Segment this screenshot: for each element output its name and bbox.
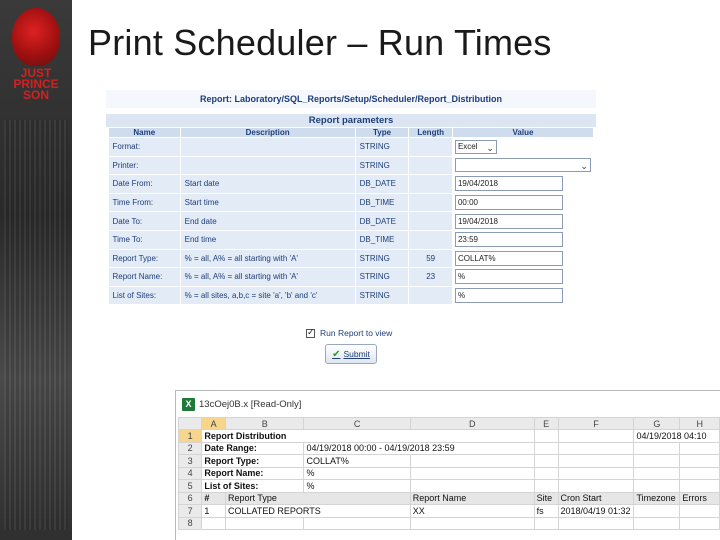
report-name-label-cell[interactable]: Report Name: [202, 467, 304, 480]
td-index[interactable]: 1 [202, 505, 226, 518]
td-cron-start[interactable]: 2018/04/19 01:32 [558, 505, 634, 518]
row-header-3[interactable]: 3 [179, 455, 202, 468]
date-range-value-cell[interactable]: 04/19/2018 00:00 - 04/19/2018 23:59 [304, 442, 534, 455]
param-value-cell [452, 249, 593, 268]
cell[interactable] [558, 467, 634, 480]
param-length [409, 286, 453, 305]
td-site[interactable]: fs [534, 505, 558, 518]
th-site[interactable]: Site [534, 492, 558, 505]
sheet-row [179, 480, 720, 493]
param-length [409, 175, 453, 194]
th-report-type[interactable]: Report Type [226, 492, 411, 505]
run-report-option[interactable] [306, 328, 392, 338]
param-value: % [457, 291, 466, 301]
cell[interactable] [410, 455, 534, 468]
params-table [108, 127, 594, 305]
param-value-cell [452, 286, 593, 305]
param-description: End date [180, 212, 355, 231]
param-input[interactable] [455, 288, 563, 303]
th-cron-start[interactable]: Cron Start [558, 492, 634, 505]
col-header-description: Description [180, 128, 355, 138]
cell[interactable] [304, 517, 410, 530]
sheet-row [179, 467, 720, 480]
row-header-4[interactable]: 4 [179, 467, 202, 480]
col-header-h[interactable]: H [680, 418, 720, 430]
cell[interactable] [680, 480, 720, 493]
row-header-8[interactable]: 8 [179, 517, 202, 530]
param-input[interactable] [455, 251, 563, 266]
param-name: Date From: [109, 175, 181, 194]
sheet-titlebar [176, 391, 720, 417]
sites-label-cell[interactable]: List of Sites: [202, 480, 304, 493]
cell[interactable] [558, 455, 634, 468]
td-errors[interactable] [680, 505, 720, 518]
param-length: 59 [409, 249, 453, 268]
cell[interactable] [680, 442, 720, 455]
cell[interactable] [410, 467, 534, 480]
cell[interactable] [534, 455, 558, 468]
col-header-value: Value [452, 128, 593, 138]
col-header-name: Name [109, 128, 181, 138]
cell[interactable] [534, 442, 558, 455]
param-input[interactable] [455, 269, 563, 284]
cell[interactable] [680, 455, 720, 468]
decorative-texture [4, 120, 68, 530]
param-description: Start date [180, 175, 355, 194]
param-length [409, 212, 453, 231]
param-description: End time [180, 230, 355, 249]
col-header-a[interactable]: A [202, 418, 226, 430]
cell[interactable] [558, 480, 634, 493]
param-value-cell [452, 156, 593, 175]
param-value-cell [452, 230, 593, 249]
param-value-cell [452, 138, 593, 157]
col-header-g[interactable]: G [634, 418, 680, 430]
excel-icon: X [182, 398, 195, 411]
side-decoration [0, 0, 72, 540]
param-type: DB_DATE [355, 175, 409, 194]
param-type: STRING [355, 138, 409, 157]
report-type-value-cell[interactable]: COLLAT% [304, 455, 410, 468]
param-value: Excel [457, 141, 478, 151]
param-input[interactable] [455, 214, 563, 229]
param-row [109, 193, 594, 212]
param-description [180, 156, 355, 175]
cell[interactable] [680, 517, 720, 530]
format-select[interactable] [455, 140, 497, 154]
param-name: Date To: [109, 212, 181, 231]
cell[interactable] [634, 517, 680, 530]
col-header-length: Length [409, 128, 453, 138]
report-parameters-form [106, 88, 596, 372]
param-length [409, 156, 453, 175]
param-value: 19/04/2018 [457, 179, 498, 189]
param-value-cell [452, 212, 593, 231]
cell[interactable] [534, 480, 558, 493]
row-header-1[interactable]: 1 [179, 430, 202, 443]
param-value-cell [452, 268, 593, 287]
report-title-cell[interactable]: Report Distribution [202, 430, 534, 443]
run-report-checkbox[interactable] [306, 329, 315, 338]
param-length [409, 230, 453, 249]
sheet-row [179, 430, 720, 443]
param-description: % = all, A% = all starting with 'A' [180, 249, 355, 268]
sheet-row [179, 517, 720, 530]
param-value: 00:00 [457, 198, 478, 208]
param-name: Time From: [109, 193, 181, 212]
param-row [109, 175, 594, 194]
param-input[interactable] [455, 195, 563, 210]
select-all-corner[interactable] [179, 418, 202, 430]
cell[interactable] [634, 442, 680, 455]
param-type: DB_TIME [355, 193, 409, 212]
sheet-row [179, 442, 720, 455]
cell[interactable] [558, 430, 634, 443]
printer-select[interactable] [455, 158, 591, 172]
checkmark-icon: ✔ [332, 348, 341, 360]
param-type: DB_DATE [355, 212, 409, 231]
param-name: Format: [109, 138, 181, 157]
cell[interactable] [634, 480, 680, 493]
cell[interactable] [410, 517, 534, 530]
cell[interactable] [410, 480, 534, 493]
td-report-name[interactable]: XX [410, 505, 534, 518]
report-type-label-cell[interactable]: Report Type: [202, 455, 304, 468]
row-header-5[interactable]: 5 [179, 480, 202, 493]
sheet-data-row [179, 505, 720, 518]
param-name: Printer: [109, 156, 181, 175]
param-type: STRING [355, 268, 409, 287]
submit-button[interactable] [325, 344, 377, 364]
cell[interactable] [534, 430, 558, 443]
th-index[interactable]: # [202, 492, 226, 505]
run-report-label: Run Report to view [320, 328, 393, 338]
params-title: Report parameters [106, 114, 596, 127]
param-length [409, 138, 453, 157]
th-report-name[interactable]: Report Name [410, 492, 534, 505]
param-length: 23 [409, 268, 453, 287]
param-row [109, 230, 594, 249]
param-name: Time To: [109, 230, 181, 249]
param-row [109, 249, 594, 268]
sites-value-cell[interactable]: % [304, 480, 410, 493]
param-row [109, 268, 594, 287]
param-description: Start time [180, 193, 355, 212]
param-name: Report Type: [109, 249, 181, 268]
param-value: 19/04/2018 [457, 216, 498, 226]
param-row [109, 156, 594, 175]
param-row [109, 138, 594, 157]
date-range-label-cell[interactable]: Date Range: [202, 442, 304, 455]
params-header-row [109, 128, 594, 138]
cell[interactable] [634, 455, 680, 468]
cell[interactable] [534, 517, 558, 530]
param-row [109, 212, 594, 231]
param-length [409, 193, 453, 212]
param-value: COLLAT% [457, 253, 496, 263]
param-value: 23:59 [457, 235, 478, 245]
col-header-b[interactable]: B [226, 418, 304, 430]
cell[interactable] [634, 467, 680, 480]
timestamp-cell[interactable]: 04/19/2018 04:10 [634, 430, 720, 443]
param-type: STRING [355, 249, 409, 268]
report-path: Report: Laboratory/SQL_Reports/Setup/Scheduler/Report_Distribution [106, 90, 596, 108]
param-description [180, 138, 355, 157]
col-header-d[interactable]: D [410, 418, 534, 430]
cell[interactable] [226, 517, 304, 530]
sheet-row [179, 455, 720, 468]
cell[interactable] [534, 467, 558, 480]
excel-sheet [175, 390, 720, 540]
param-input[interactable] [455, 176, 563, 191]
param-type: STRING [355, 286, 409, 305]
td-timezone[interactable] [634, 505, 680, 518]
param-type: STRING [355, 156, 409, 175]
col-header-type: Type [355, 128, 409, 138]
slide-title: Print Scheduler – Run Times [88, 22, 552, 63]
param-description: % = all sites, a,b,c = site 'a', 'b' and 'c' [180, 286, 355, 305]
param-row [109, 286, 594, 305]
logo-text: JUST PRINCE SON [13, 66, 59, 102]
param-value-cell [452, 193, 593, 212]
column-header-row [179, 418, 720, 430]
param-input[interactable] [455, 232, 563, 247]
col-header-f[interactable]: F [558, 418, 634, 430]
th-errors[interactable]: Errors [680, 492, 720, 505]
row-header-2[interactable]: 2 [179, 442, 202, 455]
param-description: % = all, A% = all starting with 'A' [180, 268, 355, 287]
row-header-7[interactable]: 7 [179, 505, 202, 518]
param-value-cell [452, 175, 593, 194]
submit-label: Submit [343, 349, 370, 359]
row-header-6[interactable]: 6 [179, 492, 202, 505]
col-header-c[interactable]: C [304, 418, 410, 430]
param-name: List of Sites: [109, 286, 181, 305]
chevron-down-icon: ⌄ [580, 161, 588, 172]
sheet-grid [178, 417, 720, 530]
sheet-header-row [179, 492, 720, 505]
col-header-e[interactable]: E [534, 418, 558, 430]
sheet-title: 13cOej0B.x [Read-Only] [199, 398, 302, 410]
cell[interactable] [558, 442, 634, 455]
th-timezone[interactable]: Timezone [634, 492, 680, 505]
param-type: DB_TIME [355, 230, 409, 249]
param-name: Report Name: [109, 268, 181, 287]
logo-emblem-icon [12, 8, 60, 66]
param-value: % [457, 272, 466, 282]
cell[interactable] [202, 517, 226, 530]
report-name-value-cell[interactable]: % [304, 467, 410, 480]
chevron-down-icon: ⌄ [486, 142, 494, 153]
cell[interactable] [558, 517, 634, 530]
cell[interactable] [680, 467, 720, 480]
td-report-type[interactable]: COLLATED REPORTS [226, 505, 411, 518]
